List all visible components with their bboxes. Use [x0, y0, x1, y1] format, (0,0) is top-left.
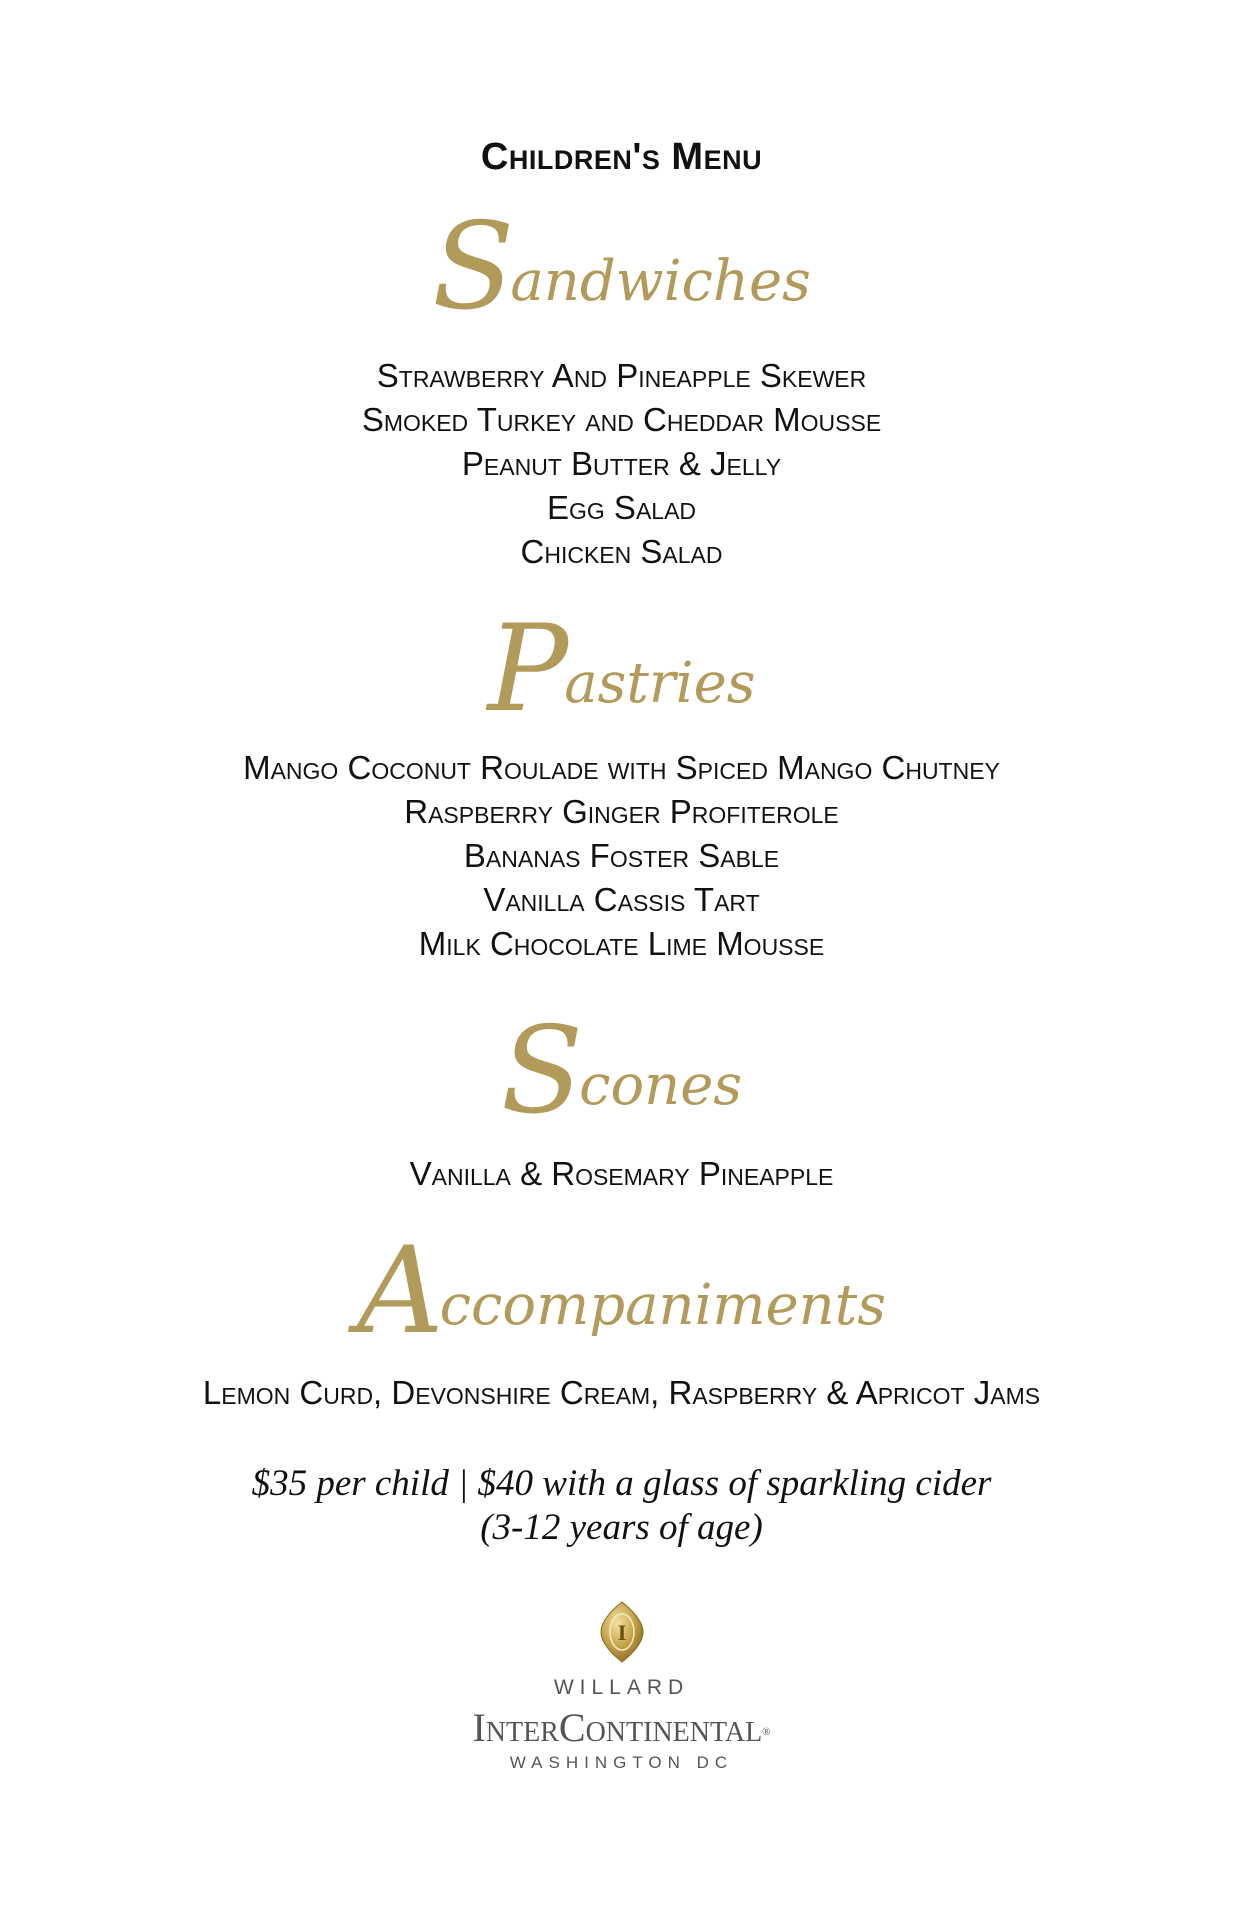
list-item: Lemon Curd, Devonshire Cream, Raspberry & Apricot Jams [202, 1374, 1041, 1411]
emblem-icon [599, 1600, 645, 1664]
list-item: Vanilla & Rosemary Pineapple [409, 1155, 834, 1192]
list-item: Peanut Butter & Jelly [461, 445, 782, 482]
list-item: Strawberry And Pineapple Skewer [376, 357, 867, 394]
heading-initial: P [487, 600, 569, 739]
pastries-list [0, 746, 1243, 966]
heading-initial: S [432, 198, 515, 337]
menu-title: Children's Menu [480, 136, 763, 178]
emblem-letter: I [617, 1620, 626, 1645]
pricing [0, 1462, 1243, 1550]
logo-willard: WILLARD [553, 1676, 690, 1699]
heading-rest: astries [564, 651, 756, 716]
logo-location: WASHINGTON DC [509, 1753, 734, 1772]
section-heading-pastries [0, 600, 1243, 739]
heading-initial: A [357, 1222, 444, 1361]
accompaniments-list [0, 1371, 1243, 1415]
list-item: Bananas Foster Sable [463, 837, 780, 874]
heading-rest: ccompaniments [439, 1273, 886, 1338]
pricing-line: $35 per child | $40 with a glass of sparkling cider [251, 1463, 992, 1504]
list-item: Vanilla Cassis Tart [483, 881, 760, 918]
hotel-logo [0, 1600, 1243, 1773]
list-item: Raspberry Ginger Profiterole [404, 793, 839, 830]
section-heading-accompaniments [0, 1222, 1243, 1361]
list-item: Milk Chocolate Lime Mousse [418, 925, 825, 962]
list-item: Mango Coconut Roulade with Spiced Mango Chutney [243, 749, 1000, 786]
section-heading-sandwiches [0, 198, 1243, 337]
list-item: Egg Salad [546, 489, 697, 526]
logo-intercontinental [0, 1704, 1243, 1751]
registered-mark-icon: ® [762, 1726, 771, 1738]
section-heading-scones [0, 1002, 1243, 1141]
list-item: Chicken Salad [520, 533, 723, 570]
list-item: Smoked Turkey and Cheddar Mousse [361, 401, 882, 438]
heading-rest: cones [579, 1053, 743, 1118]
age-range: (3-12 years of age) [480, 1507, 763, 1548]
heading-initial: S [500, 1002, 584, 1141]
scones-list [0, 1152, 1243, 1196]
heading-rest: andwiches [510, 249, 811, 314]
sandwiches-list [0, 354, 1243, 574]
logo-brand-text: InterContinental [472, 1705, 763, 1750]
